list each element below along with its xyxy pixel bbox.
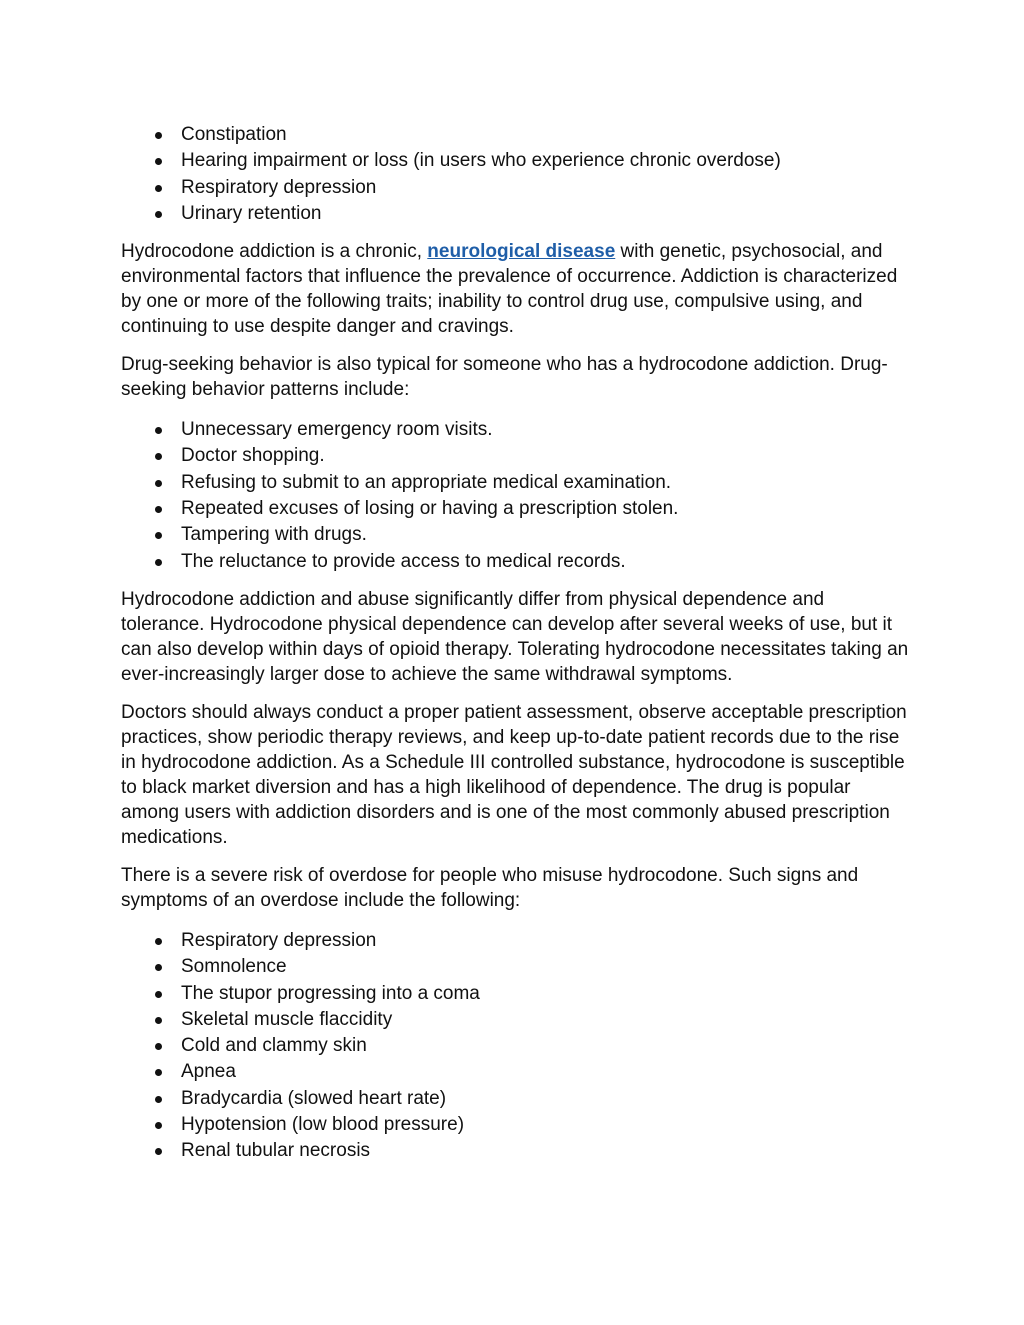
list-item <box>121 954 911 980</box>
bullet-icon <box>155 532 162 539</box>
list-item <box>121 122 911 148</box>
list-item-text: The stupor progressing into a coma <box>181 982 480 1004</box>
list-item-text: Urinary retention <box>181 202 322 224</box>
bullet-icon <box>155 1017 162 1024</box>
bullet-icon <box>155 559 162 566</box>
drug-seeking-list <box>121 417 911 575</box>
list-item <box>121 1059 911 1085</box>
list-item <box>121 549 911 575</box>
list-item-text: Refusing to submit to an appropriate medical examination. <box>181 471 672 493</box>
doctors-paragraph: Doctors should always conduct a proper patient assessment, observe acceptable prescription practices, show periodic therapy reviews, and keep up-to-date patient records due to the rise in hydrocodone addiction. As a Schedule III controlled substance, hydrocodone is susceptible to black market diversion and has a high likelihood of dependence. The drug is popular among users with addiction disorders and is one of the most commonly abused prescription medications. <box>121 701 907 848</box>
list-item <box>121 1086 911 1112</box>
list-item-text: Hypotension (low blood pressure) <box>181 1114 465 1136</box>
bullet-icon <box>155 480 162 487</box>
list-item <box>121 1007 911 1033</box>
bullet-icon <box>155 938 162 945</box>
list-item <box>121 496 911 522</box>
list-item-text: Respiratory depression <box>181 176 377 198</box>
list-item-text: Cold and clammy skin <box>181 1035 367 1057</box>
list-item-text: Hearing impairment or loss (in users who experience chronic overdose) <box>181 150 781 172</box>
list-item <box>121 928 911 954</box>
bullet-icon <box>155 132 162 139</box>
drug-seeking-paragraph: Drug-seeking behavior is also typical for someone who has a hydrocodone addiction. Drug-seeking behavior patterns include: <box>121 354 888 401</box>
list-item <box>121 522 911 548</box>
list-item <box>121 201 911 227</box>
bullet-icon <box>155 991 162 998</box>
list-item <box>121 470 911 496</box>
bullet-icon <box>155 1122 162 1129</box>
bullet-icon <box>155 453 162 460</box>
list-item-text: Unnecessary emergency room visits. <box>181 419 493 441</box>
bullet-icon <box>155 1148 162 1155</box>
addiction-paragraph <box>121 239 911 339</box>
list-item-text: Respiratory depression <box>181 929 377 951</box>
bullet-icon <box>155 158 162 165</box>
overdose-symptoms-list <box>121 928 911 1165</box>
bullet-icon <box>155 964 162 971</box>
bullet-icon <box>155 1096 162 1103</box>
list-item-text: Skeletal muscle flaccidity <box>181 1008 393 1030</box>
list-item-text: Somnolence <box>181 956 287 978</box>
list-item <box>121 981 911 1007</box>
bullet-icon <box>155 185 162 192</box>
list-item-text: Apnea <box>181 1061 236 1083</box>
overdose-paragraph: There is a severe risk of overdose for people who misuse hydrocodone. Such signs and symptoms of an overdose include the following: <box>121 864 859 911</box>
bullet-icon <box>155 506 162 513</box>
list-item <box>121 1138 911 1164</box>
neurological-disease-link[interactable]: neurological disease <box>427 241 616 263</box>
list-item <box>121 417 911 443</box>
list-item <box>121 1112 911 1138</box>
list-item-text: Constipation <box>181 124 287 145</box>
list-item-text: Repeated excuses of losing or having a prescription stolen. <box>181 498 679 520</box>
list-item <box>121 175 911 201</box>
list-item <box>121 148 911 174</box>
bullet-icon <box>155 427 162 434</box>
bullet-icon <box>155 1043 162 1050</box>
list-item-text: Doctor shopping. <box>181 445 325 467</box>
list-item-text: Bradycardia (slowed heart rate) <box>181 1087 447 1109</box>
paragraph-text: with genetic, psychosocial, and environmental factors that influence the prevalence of occurrence. Addiction is characterized by one or more of the following traits; inability to control drug use, compulsive using, and continuing to use despite danger and cravings. <box>121 241 898 338</box>
list-item <box>121 1033 911 1059</box>
list-item-text: Tampering with drugs. <box>181 524 367 546</box>
side-effects-list <box>121 122 911 227</box>
dependence-paragraph: Hydrocodone addiction and abuse significantly differ from physical dependence and tolerance. Hydrocodone physical dependence can develop after several weeks of use, but it can also develop within days of opioid therapy. Tolerating hydrocodone necessitates taking an ever-increasingly larger dose to achieve the same withdrawal symptoms. <box>121 588 909 685</box>
list-item-text: The reluctance to provide access to medical records. <box>181 550 626 572</box>
list-item <box>121 443 911 469</box>
paragraph-text: Hydrocodone addiction is a chronic, <box>121 241 428 263</box>
bullet-icon <box>155 1069 162 1076</box>
document-page <box>121 122 911 1165</box>
list-item-text: Renal tubular necrosis <box>181 1140 371 1162</box>
bullet-icon <box>155 211 162 218</box>
